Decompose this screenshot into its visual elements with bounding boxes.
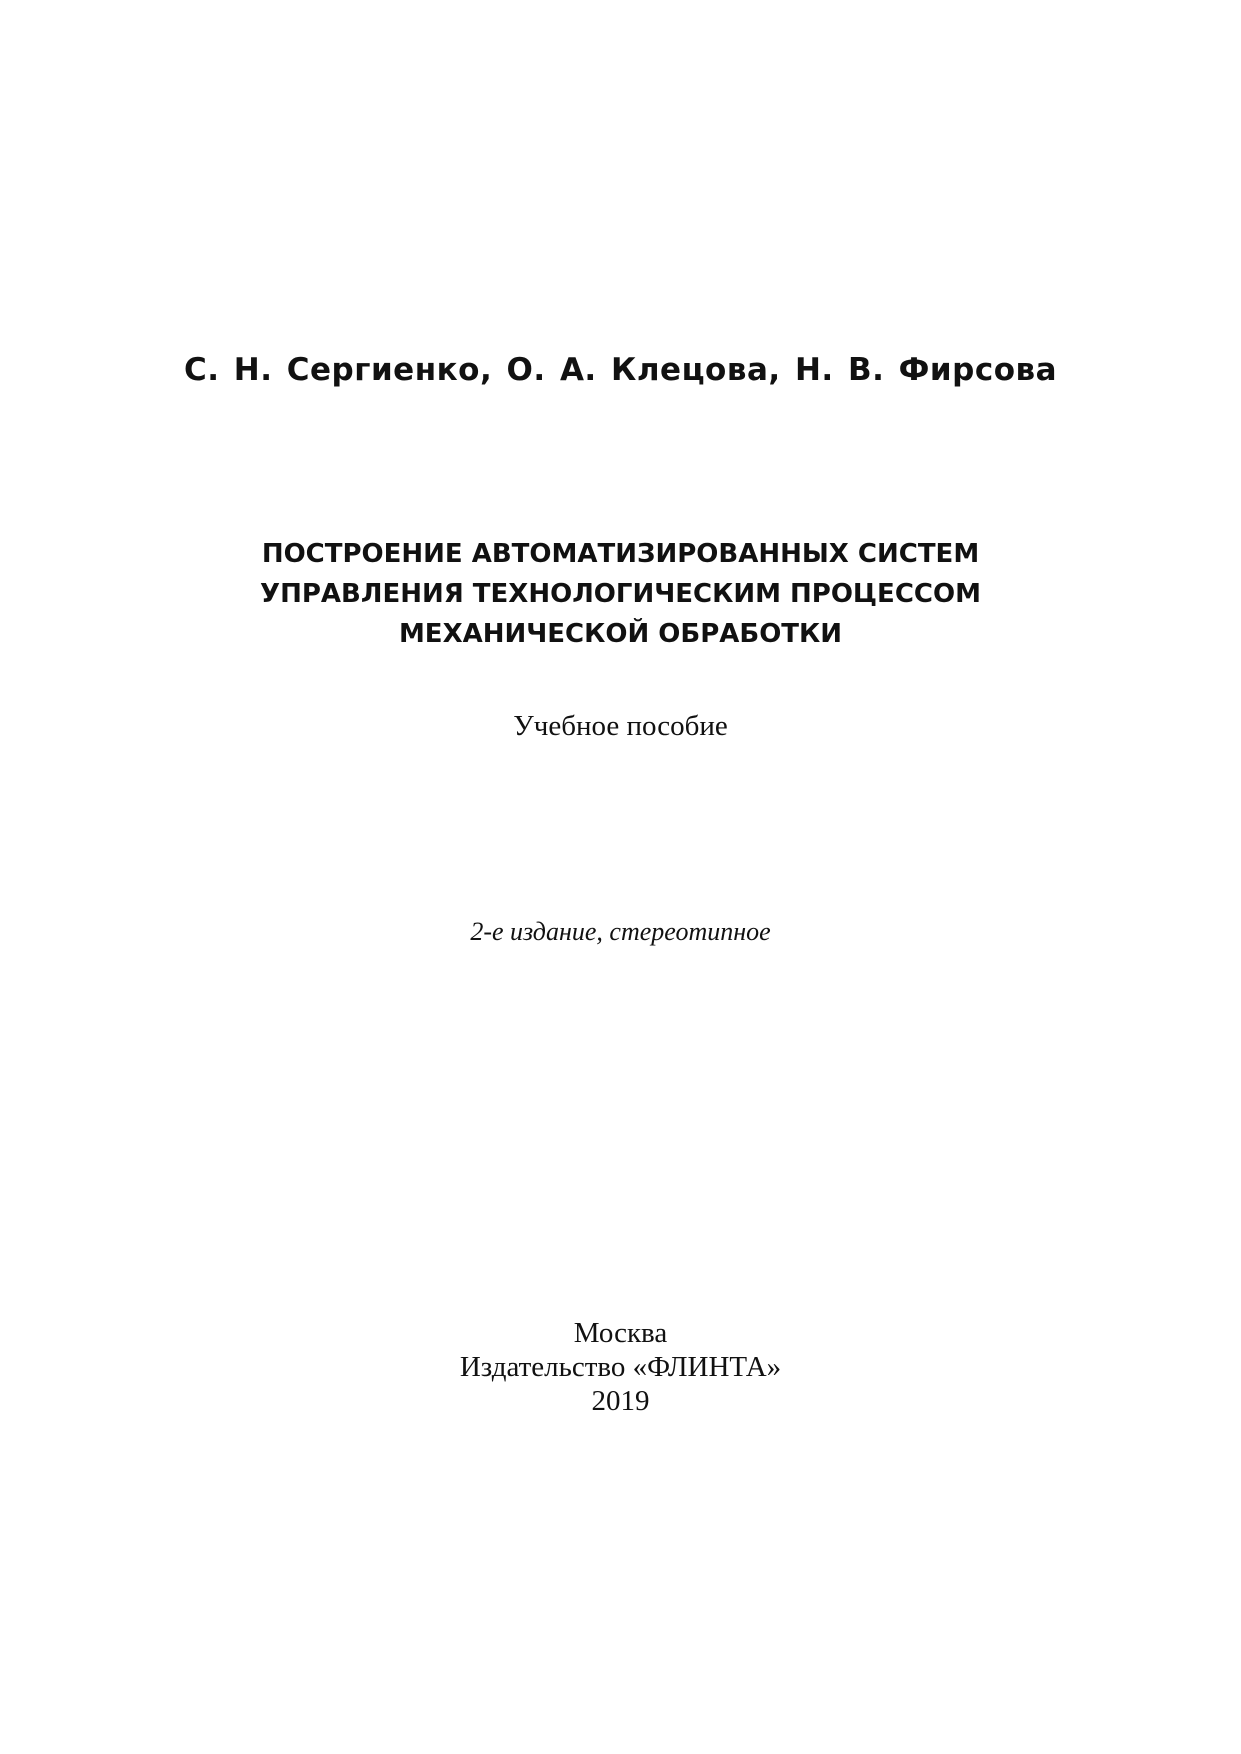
imprint-block [0, 1316, 1241, 1418]
authors-line: С. Н. Сергиенко, О. А. Клецова, Н. В. Фирсова [183, 352, 1058, 388]
title-line-3: МЕХАНИЧЕСКОЙ ОБРАБОТКИ [398, 619, 843, 649]
edition-note: 2-е издание, стереотипное [470, 917, 771, 946]
imprint-year: 2019 [591, 1385, 650, 1417]
book-title [0, 534, 1241, 654]
imprint-city: Москва [573, 1317, 668, 1349]
title-line-1: ПОСТРОЕНИЕ АВТОМАТИЗИРОВАННЫХ СИСТЕМ [261, 539, 980, 569]
imprint-publisher: Издательство «ФЛИНТА» [459, 1351, 782, 1383]
title-line-2: УПРАВЛЕНИЯ ТЕХНОЛОГИЧЕСКИМ ПРОЦЕССОМ [260, 579, 981, 609]
book-subtitle: Учебное пособие [513, 710, 728, 742]
